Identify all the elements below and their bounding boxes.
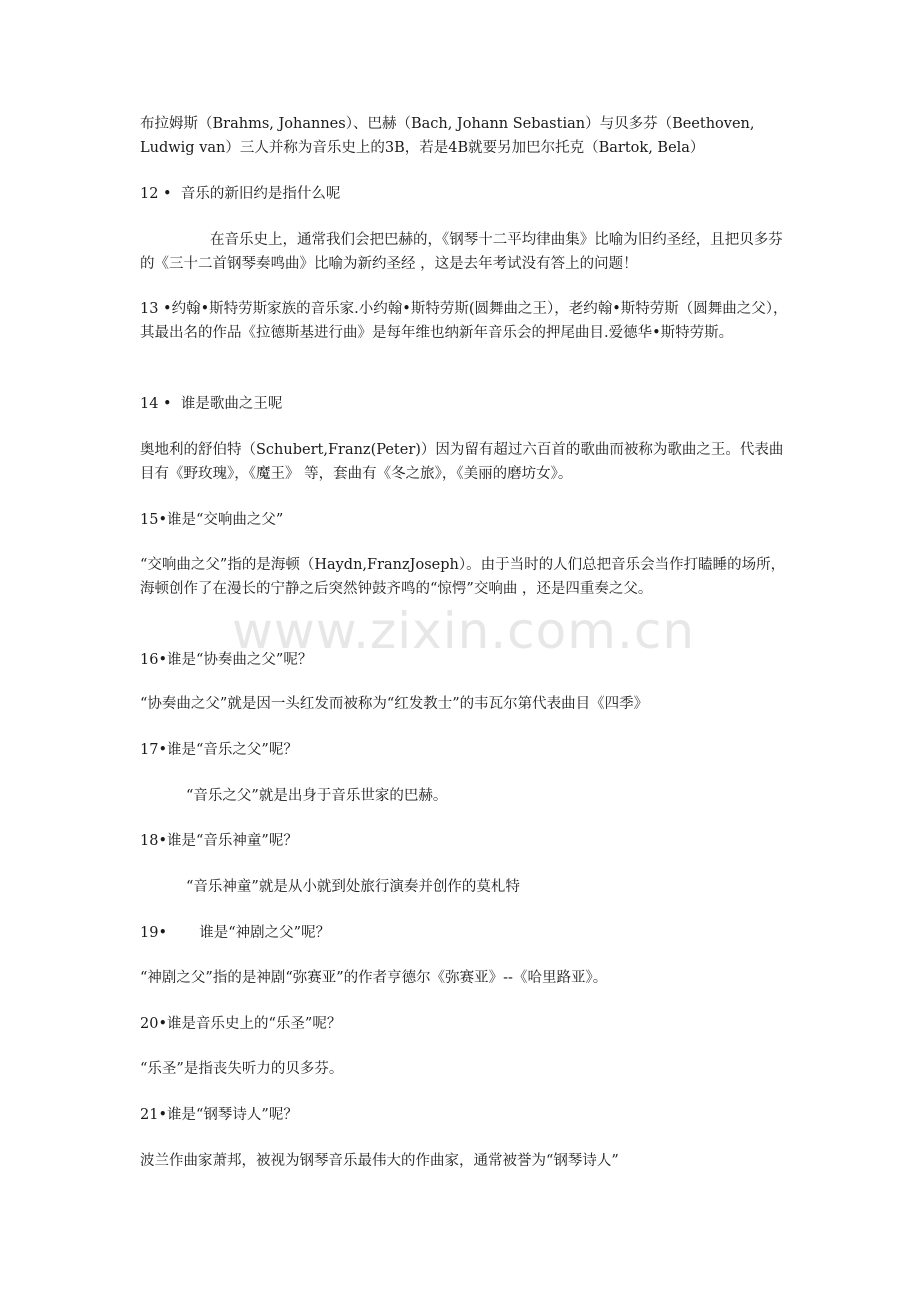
heading-q14: 14 • 谁是歌曲之王呢	[140, 396, 283, 412]
paragraph-q13: 13 •约翰•斯特劳斯家族的音乐家.小约翰•斯特劳斯(圆舞曲之王），老约翰•斯特劳斯（圆舞曲之父），其最出名的作品《拉德斯基进行曲》是每年维也纳新年音乐会的押尾曲目.爱德华•斯特劳斯。	[140, 301, 788, 341]
heading-q18: 18•谁是“音乐神童”呢？	[140, 833, 298, 849]
heading-q12: 12 • 音乐的新旧约是指什么呢	[140, 186, 341, 202]
paragraph-a17: “音乐之父”就是出身于音乐世家的巴赫。	[186, 788, 448, 804]
paragraph-a20: “乐圣”是指丧失听力的贝多芬。	[140, 1061, 344, 1077]
heading-q21: 21•谁是“钢琴诗人”呢？	[140, 1107, 298, 1123]
paragraph-3b: 布拉姆斯（Brahms, Johannes）、巴赫（Bach, Johann Sebastian）与贝多芬（Beethoven, Ludwig van）三人并称为音乐史上的3B，若是4B就要另加巴尔托克（Bartok, Bela）	[140, 116, 760, 156]
heading-q15: 15•谁是“交响曲之父”	[140, 512, 284, 528]
paragraph-a19: “神剧之父”指的是神剧“弥赛亚”的作者亨德尔《弥赛亚》--《哈里路亚》。	[140, 970, 608, 986]
heading-q20: 20•谁是音乐史上的“乐圣”呢？	[140, 1016, 342, 1032]
paragraph-a15: “交响曲之父”指的是海顿（Haydn,FranzJoseph）。由于当时的人们总把音乐会当作打瞌睡的场所，海顿创作了在漫长的宁静之后突然钟鼓齐鸣的“惊愕”交响曲 ，还是四重奏之父。	[140, 557, 786, 597]
paragraph-a12: 在音乐史上，通常我们会把巴赫的，《钢琴十二平均律曲集》比喻为旧约圣经，且把贝多芬的《三十二首钢琴奏鸣曲》比喻为新约圣经 ，这是去年考试没有答上的问题！	[140, 232, 783, 272]
watermark: www.zixin.com.cn	[232, 602, 696, 660]
heading-q19: 19• 谁是“神剧之父”呢？	[140, 925, 331, 941]
heading-q16: 16•谁是“协奏曲之父”呢？	[140, 652, 313, 668]
heading-q17: 17•谁是“音乐之父”呢？	[140, 742, 298, 758]
paragraph-a14: 奥地利的舒伯特（Schubert,Franz(Peter)）因为留有超过六百首的歌曲而被称为歌曲之王。代表曲目有《野玫瑰》，《魔王》 等，套曲有《冬之旅》，《美丽的磨坊女》。	[140, 442, 784, 482]
paragraph-a18: “音乐神童”就是从小就到处旅行演奏并创作的莫札特	[186, 879, 520, 895]
paragraph-a16: “协奏曲之父”就是因一头红发而被称为“红发教士”的韦瓦尔第代表曲目《四季》	[140, 696, 649, 712]
paragraph-a21: 波兰作曲家萧邦，被视为钢琴音乐最伟大的作曲家，通常被誉为“钢琴诗人”	[140, 1153, 619, 1169]
